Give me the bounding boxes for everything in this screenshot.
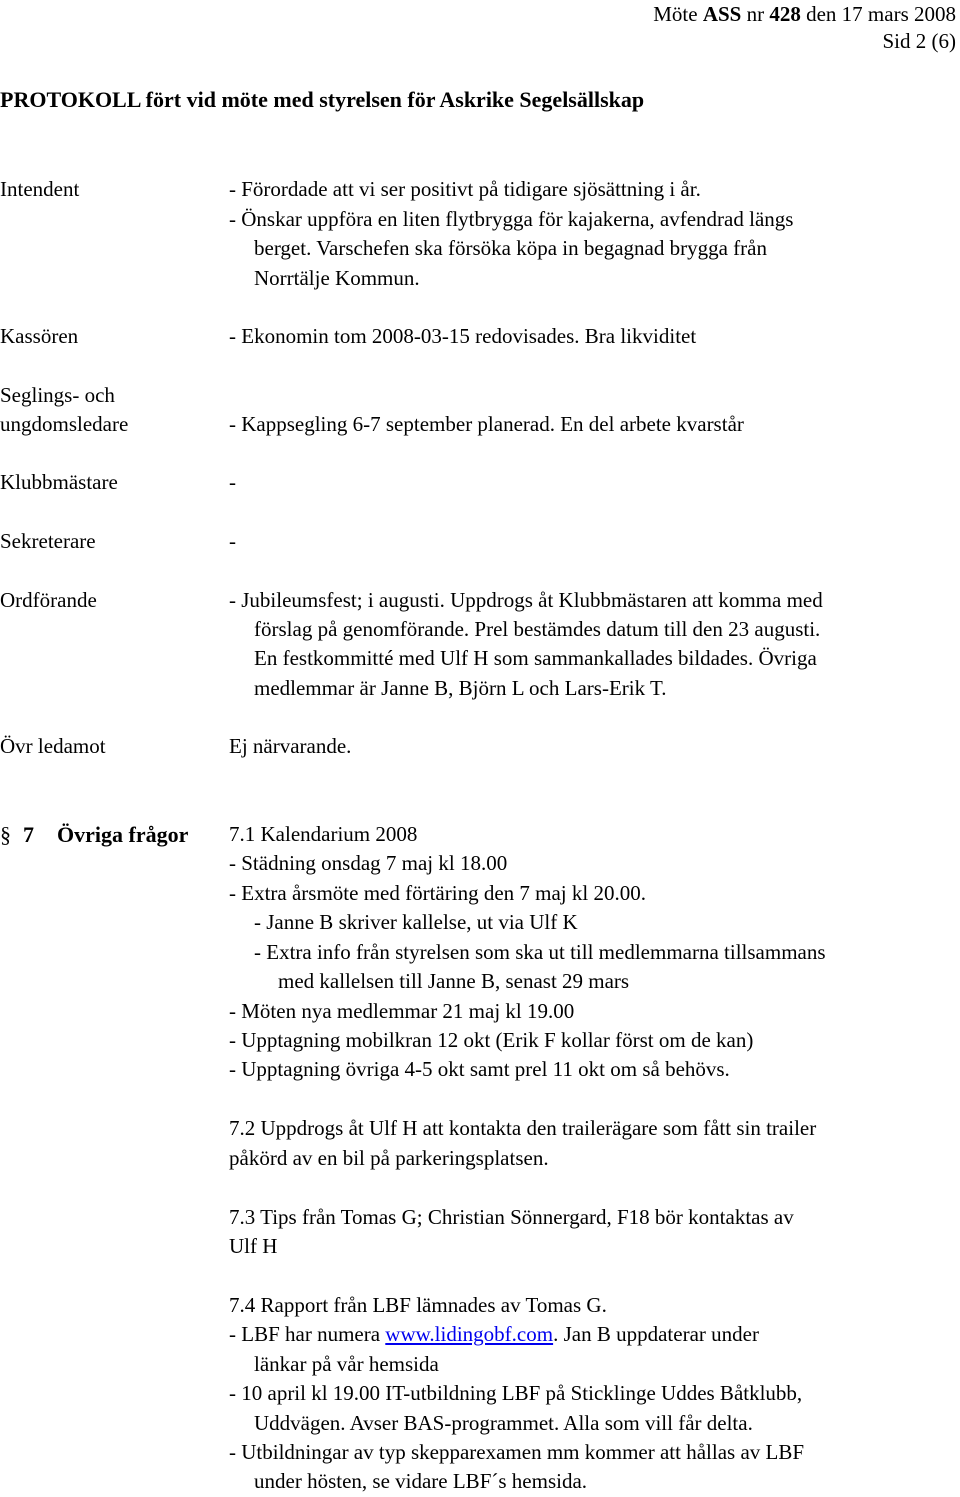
section-number: 7 <box>23 822 34 847</box>
s73-line: 7.3 Tips från Tomas G; Christian Sönnergard, F18 bör kontaktas av <box>229 1205 794 1229</box>
page-number: Sid 2 (6) <box>882 29 956 53</box>
s74-title: 7.4 Rapport från LBF lämnades av Tomas G. <box>229 1293 607 1317</box>
meeting-number: 428 <box>769 2 801 26</box>
meeting-date: den 17 mars 2008 <box>800 2 956 26</box>
s74-lbf-line <box>229 1320 759 1350</box>
s74-lbf-line2: länkar på vår hemsida <box>254 1352 439 1376</box>
meeting-label: Möte <box>653 2 703 26</box>
ordforande-item: förslag på genomförande. Prel bestämdes datum till den 23 augusti. <box>254 617 821 641</box>
s71-subline: - Extra info från styrelsen som ska ut till medlemmarna tillsammans <box>254 940 826 964</box>
meeting-nr-label: nr <box>741 2 770 26</box>
s71-subline: - Janne B skriver kallelse, ut via Ulf K <box>254 910 578 934</box>
s72-line: 7.2 Uppdrogs åt Ulf H att kontakta den trailerägare som fått sin trailer <box>229 1116 817 1140</box>
meeting-header <box>653 0 956 30</box>
s71-title: 7.1 Kalendarium 2008 <box>229 822 418 846</box>
sekreterare-item: - <box>229 529 236 553</box>
section-marker: § <box>0 822 11 847</box>
document-title: PROTOKOLL fört vid möte med styrelsen för Askrike Segelsällskap <box>0 87 645 112</box>
klubbmastare-item: - <box>229 470 236 494</box>
s71-line: - Städning onsdag 7 maj kl 18.00 <box>229 851 508 875</box>
intendent-item: - Önskar uppföra en liten flytbrygga för kajakerna, avfendrad längs <box>229 207 794 231</box>
s71-line: - Möten nya medlemmar 21 maj kl 19.00 <box>229 999 575 1023</box>
s71-subline: med kallelsen till Janne B, senast 29 mars <box>278 969 630 993</box>
label-klubbmastare: Klubbmästare <box>0 470 118 494</box>
kassoren-item: - Ekonomin tom 2008-03-15 redovisades. Bra likviditet <box>229 324 697 348</box>
label-kassoren: Kassören <box>0 324 79 348</box>
intendent-item: berget. Varschefen ska försöka köpa in begagnad brygga från <box>254 236 767 260</box>
s74-it-line: - 10 april kl 19.00 IT-utbildning LBF på Sticklinge Uddes Båtklubb, <box>229 1381 803 1405</box>
s71-line: - Upptagning mobilkran 12 okt (Erik F kollar först om de kan) <box>229 1028 754 1052</box>
s72-line: påkörd av en bil på parkeringsplatsen. <box>229 1146 549 1170</box>
s73-line: Ulf H <box>229 1234 278 1258</box>
label-ungdomsledare: ungdomsledare <box>0 412 129 436</box>
s74-edu-line: - Utbildningar av typ skepparexamen mm kommer att hållas av LBF <box>229 1440 805 1464</box>
meeting-org: ASS <box>702 2 742 26</box>
seglings-item: - Kappsegling 6-7 september planerad. En del arbete kvarstår <box>229 412 744 436</box>
section-title: Övriga frågor <box>57 822 189 847</box>
label-intendent: Intendent <box>0 177 80 201</box>
label-ordforande: Ordförande <box>0 588 97 612</box>
intendent-item: - Förordade att vi ser positivt på tidigare sjösättning i år. <box>229 177 701 201</box>
s74-edu-line: under hösten, se vidare LBF´s hemsida. <box>254 1469 588 1493</box>
ordforande-item: - Jubileumsfest; i augusti. Uppdrogs åt Klubbmästaren att komma med <box>229 588 823 612</box>
ovr-ledamot-item: Ej närvarande. <box>229 734 352 758</box>
s74-lbf-post: . Jan B uppdaterar under <box>553 1322 759 1346</box>
s71-line: - Extra årsmöte med förtäring den 7 maj kl 20.00. <box>229 881 646 905</box>
label-ovr-ledamot: Övr ledamot <box>0 734 106 758</box>
label-seglings: Seglings- och <box>0 383 115 407</box>
ordforande-item: medlemmar är Janne B, Björn L och Lars-Erik T. <box>254 676 667 700</box>
ordforande-item: En festkommitté med Ulf H som sammankallades bildades. Övriga <box>254 646 817 670</box>
s74-it-line: Uddvägen. Avser BAS-programmet. Alla som vill får delta. <box>254 1411 753 1435</box>
s71-line: - Upptagning övriga 4-5 okt samt prel 11 okt om så behövs. <box>229 1057 730 1081</box>
intendent-item: Norrtälje Kommun. <box>254 266 420 290</box>
lidingobf-link[interactable]: www.lidingobf.com <box>385 1322 554 1346</box>
s74-lbf-pre: - LBF har numera <box>229 1322 386 1346</box>
label-sekreterare: Sekreterare <box>0 529 96 553</box>
